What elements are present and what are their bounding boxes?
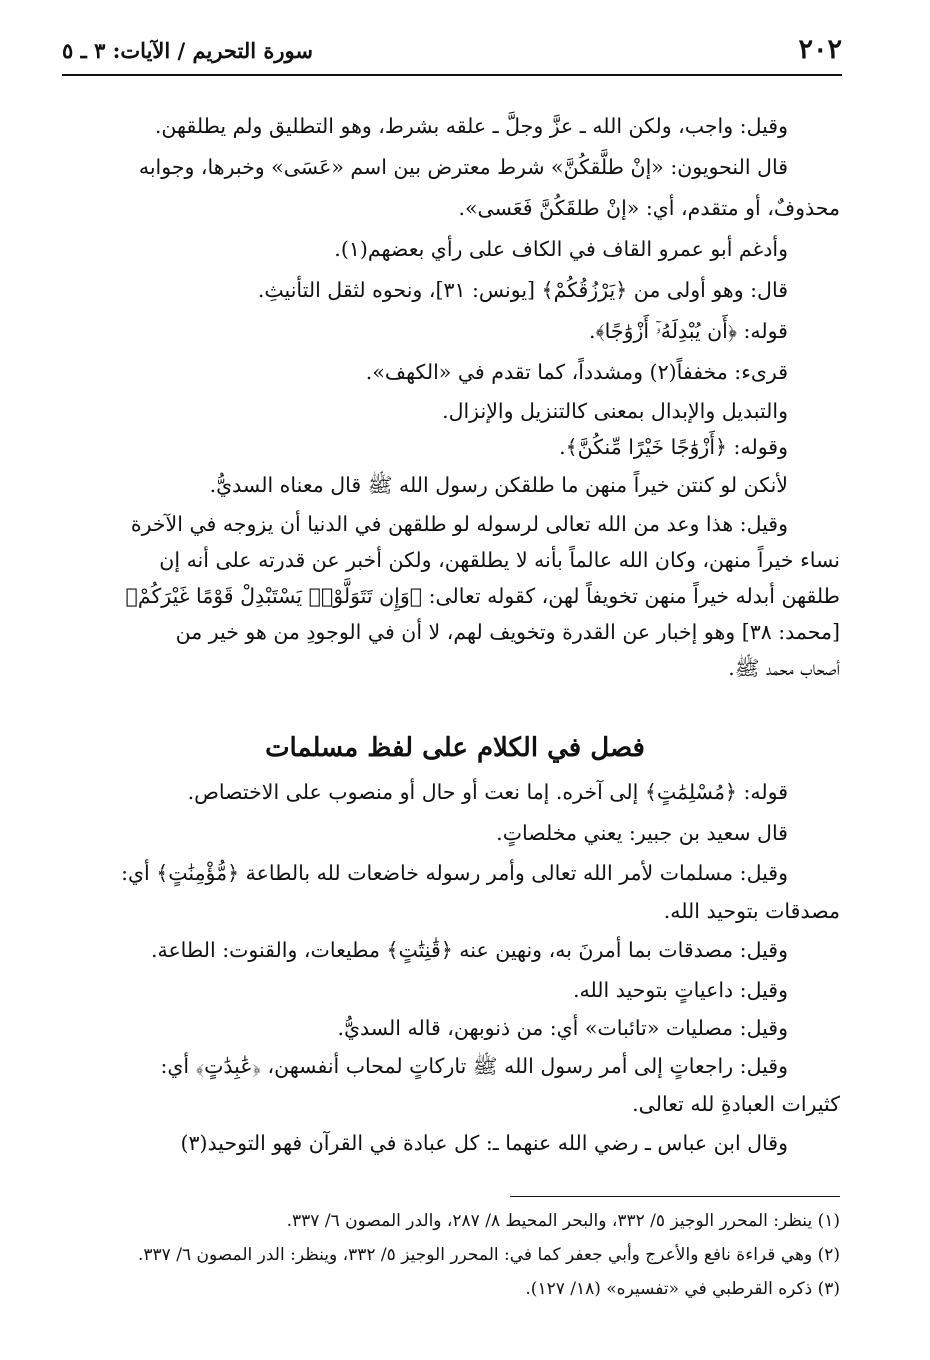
section-heading: فصل في الكلام على لفظ مسلمات — [265, 733, 645, 763]
running-title: سورة التحريم / الآيات: ٣ ـ ٥ — [62, 38, 313, 63]
text-line: وقيل: راجعاتٍ إلى أمر رسول الله ﷺ تاركاتٍ لمحاب أنفسهن، ﴿عَٰبِدَٰتٍ﴾ أي: — [160, 1054, 788, 1078]
text-line: قال سعيد بن جبير: يعني مخلصاتٍ. — [496, 821, 788, 845]
text-line: مصدقات بتوحيد الله. — [663, 899, 840, 923]
text-line: وقيل: مصليات «تائبات» أي: من ذنوبهن، قاله السديُّ. — [337, 1016, 788, 1040]
text-line: وقيل: مصدقات بما أمرنَ به، ونهين عنه ﴿قَٰنِتَٰتٍ﴾ مطيعات، والقنوت: الطاعة. — [150, 938, 788, 962]
text-line: قوله: ﴿أَن يُبْدِلَهُۥٓ أَزْوَٰجًا﴾. — [589, 319, 788, 343]
text-line: قرىء: مخففاً(٢) ومشدداً، كما تقدم في «الكهف». — [365, 360, 788, 384]
text-line: نساء خيراً منهن، وكان الله عالماً بأنه لا يطلقهن، ولكن أخبر عن قدرته على أنه إن — [159, 548, 840, 572]
section-text — [70, 772, 840, 1164]
footnote-rule — [510, 1196, 840, 1197]
page-number: ٢٠٢ — [798, 34, 842, 65]
text-line: قال: وهو أولى من ﴿يَرْزُقُكُمْ﴾ [يونس: ٣١]، ونحوه لثقل التأنيثِ. — [257, 278, 788, 302]
footnote: (٢) وهي قراءة نافع والأعرج وأبي جعفر كما في: المحرر الوجيز ٥/ ٣٣٢، وينظر: الدر المصون ٦/ ٣٣٧. — [138, 1245, 840, 1265]
text-line: كثيرات العبادةِ لله تعالى. — [632, 1092, 840, 1116]
footnote: (٣) ذكره القرطبي في «تفسيره» (١٨/ ١٢٧). — [525, 1279, 840, 1299]
footnotes — [70, 1204, 840, 1306]
text-line: لأنكن لو كنتن خيراً منهن ما طلقكن رسول الله ﷺ قال معناه السديُّ. — [209, 473, 788, 497]
text-line: قال النحويون: «إنْ طلَّقكُنَّ» شرط معترض بين اسم «عَسَى» وخبرها، وجوابه — [138, 155, 788, 179]
text-line: والتبديل والإبدال بمعنى كالتنزيل والإنزال. — [442, 399, 788, 423]
text-line: وأدغم أبو عمرو القاف في الكاف على رأي بعضهم(١). — [334, 237, 788, 261]
main-text — [70, 106, 840, 686]
text-line: وقيل: هذا وعد من الله تعالى لرسوله لو طلقهن في الدنيا أن يزوجه في الآخرة — [130, 512, 788, 536]
text-line: وقيل: مسلمات لأمر الله تعالى وأمر رسوله خاضعات لله بالطاعة ﴿مُّؤْمِنَٰتٍ﴾ أي: — [121, 861, 788, 885]
page-header — [62, 34, 842, 76]
text-line: [محمد: ٣٨] وهو إخبار عن القدرة وتخويف لهم، لا أن في الوجودِ من هو خير من — [175, 620, 840, 644]
text-line: أصحاب محمد ﷺ. — [728, 656, 840, 680]
text-line: وقيل: واجب، ولكن الله ـ عزَّ وجلَّ ـ علقه بشرط، وهو التطليق ولم يطلقهن. — [154, 114, 788, 138]
text-line: قوله: ﴿مُسْلِمَٰتٍ﴾ إلى آخره. إما نعت أو حال أو منصوب على الاختصاص. — [187, 780, 788, 804]
text-line: وقال ابن عباس ـ رضي الله عنهما ـ: كل عبادة في القرآن فهو التوحيد(٣) — [180, 1131, 788, 1155]
text-line: محذوفٌ، أو متقدم، أي: «إنْ طلقَكُنَّ فَعَسى». — [458, 196, 840, 220]
footnote: (١) ينظر: المحرر الوجيز ٥/ ٣٣٢، والبحر المحيط ٨/ ٢٨٧، والدر المصون ٦/ ٣٣٧. — [286, 1211, 840, 1231]
text-line: طلقهن أبدله خيراً منهن تخويفاً لهن، كقوله تعالى: ﴿وَإِن تَتَوَلَّوْا۟ يَسْتَبْدِلْ قَوْمًا غَيْرَكُمْ﴾ — [125, 584, 840, 608]
text-line: وقيل: داعياتٍ بتوحيد الله. — [573, 978, 788, 1002]
text-line: وقوله: ﴿أَزْوَٰجًا خَيْرًا مِّنكُنَّ﴾. — [559, 435, 788, 459]
